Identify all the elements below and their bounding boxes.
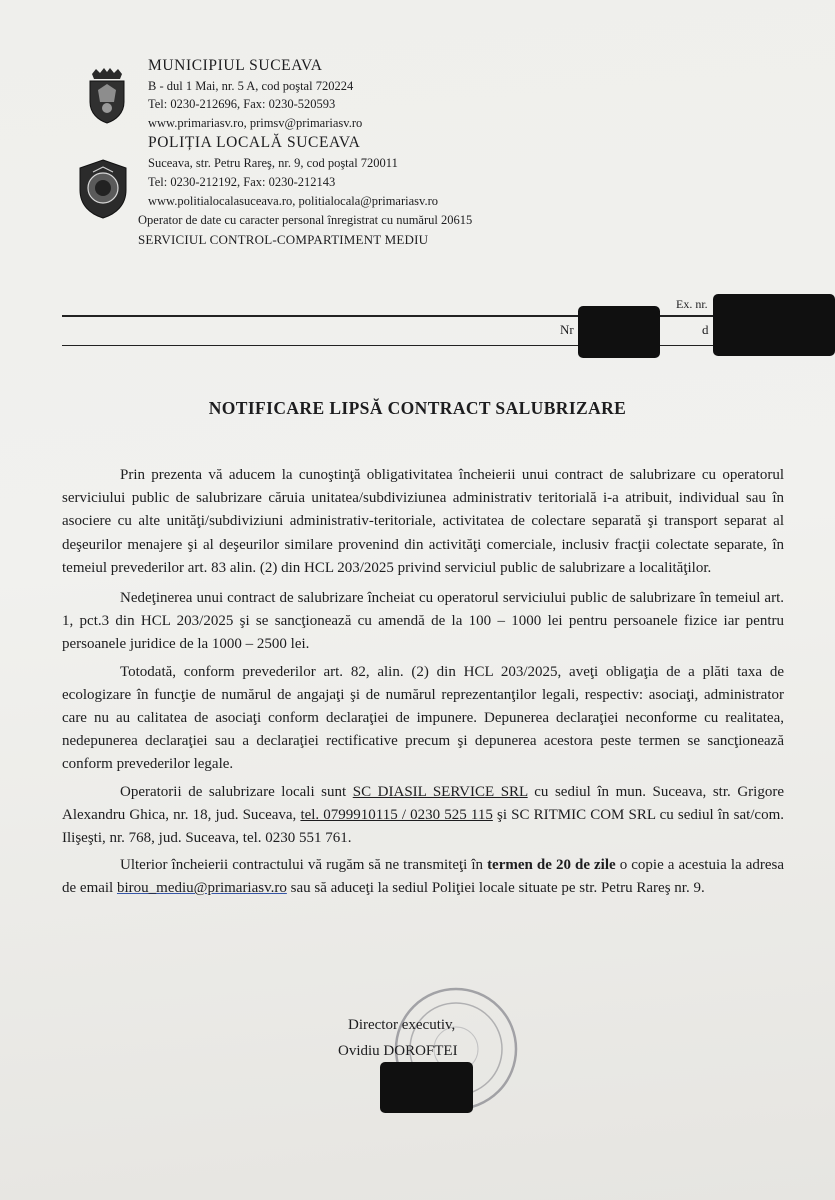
operator-diasil-phone: tel. 0799910115 / 0230 525 115 [300,806,493,823]
redacted-registration-number [578,306,660,358]
paragraph-ecology-tax: Totodată, conform prevederilor art. 82, alin. (2) din HCL 203/2025, aveţi obligaţia de a plăti taxa de ecologizare în funcţie de numărul de angajaţi şi de numărul reprezentanţilor legali, respectiv: asociaţi, administrator care nu au calitatea de asociaţi conform declaraţiei de impunere. Depunerea declaraţiei neconforme cu realitatea, nedepunerea declaraţiei sau a declaraţiei rectificative precum şi depunerea acestora peste termen se sancţionează conform prevederilor legale. [62,663,784,773]
municipality-name: MUNICIPIUL SUCEAVA [148,57,323,74]
data-operator-note: Operator de date cu caracter personal înregistrat cu numărul 20615 [138,213,473,227]
operators-text-a: Operatorii de salubrizare locali sunt [120,783,353,800]
registration-number-label: Nr [560,322,574,337]
municipality-web: www.primariasv.ro, primsv@primariasv.ro [148,116,363,130]
operators-text-b: cu sediul în mun. Suceava, str. Grigore Alexandru Ghica, nr. 18, jud. Suceava, [62,783,784,823]
signatory-name: Ovidiu DOROFTEI [338,1043,458,1059]
submit-text-c: sau să aduceţi la sediul Poliţiei locale situate pe str. Petru Rareş nr. 9. [286,880,705,897]
paragraph-operators [62,781,784,851]
redacted-registration-date [713,294,835,356]
operators-text-c: şi SC RITMIC COM SRL cu sediul în sat/com. Ilişeşti, nr. 768, jud. Suceava, tel. 0230 551 761. [62,806,785,847]
operator-diasil-name: SC DIASIL SERVICE SRL [352,783,528,800]
signatory-role: Director executiv, [348,1017,456,1033]
paragraph-sanction: Nedeţinerea unui contract de salubrizare încheiat cu operatorul serviciului public de salubrizare în temeiul art. 1, pct.3 din HCL 203/2025 şi se sancţionează cu amendă de la 100 – 1000 lei pentru persoanele fizice iar pentru persoanele juridice de la 1000 – 2500 lei. [62,590,784,653]
local-police-phone: Tel: 0230-212192, Fax: 0230-212143 [148,175,336,189]
local-police-address: Suceava, str. Petru Rareş, nr. 9, cod poştal 720011 [148,156,398,170]
local-police-web: www.politialocalasuceava.ro, politialocala@primariasv.ro [148,194,438,208]
local-police-name: POLIȚIA LOCALĂ SUCEAVA [148,134,361,151]
redacted-signature [380,1062,473,1113]
submit-text-a: Ulterior încheierii contractului vă rugăm să ne transmiteţi în [120,857,488,874]
local-police-emblem-icon [76,158,130,220]
submit-text-b: o copie a acestuia la adresa de email [62,857,784,897]
contact-email-link[interactable]: birou_mediu@primariasv.ro [116,880,287,897]
department-name: SERVICIUL CONTROL-COMPARTIMENT MEDIU [138,232,429,247]
municipality-address: B - dul 1 Mai, nr. 5 A, cod poştal 720224 [148,79,354,93]
registration-date-label: d [702,322,709,337]
paragraph-contract-obligation: Prin prezenta vă aducem la cunoştinţă obligativitatea încheierii unui contract de salubrizare cu operatorul serviciului public de salubrizare căruia unitatea/subdiviziunea administrativ teritorială i-a atribuit, individual sau în asociere cu alte unităţi/subdiviziuni administrativ-teritoriale, activitatea de colectare separată şi transport separat al deşeurilor menajere şi al deşeurilor similare provenind din activităţi comerciale, inclusiv fracţii colectate separate, în temeiul prevederilor art. 83 alin. (2) din HCL 203/2025 privind serviciul public de salubrizare a localităţilor. [62,467,784,576]
suceava-coat-of-arms-icon [84,68,130,124]
submit-deadline: termen de 20 de zile [487,857,616,874]
paragraph-submit-copy [62,854,784,900]
document-body [62,464,784,901]
municipality-phone: Tel: 0230-212696, Fax: 0230-520593 [148,97,336,111]
copy-number-label: Ex. nr. [676,297,708,311]
document-title: NOTIFICARE LIPSĂ CONTRACT SALUBRIZARE [208,398,627,418]
